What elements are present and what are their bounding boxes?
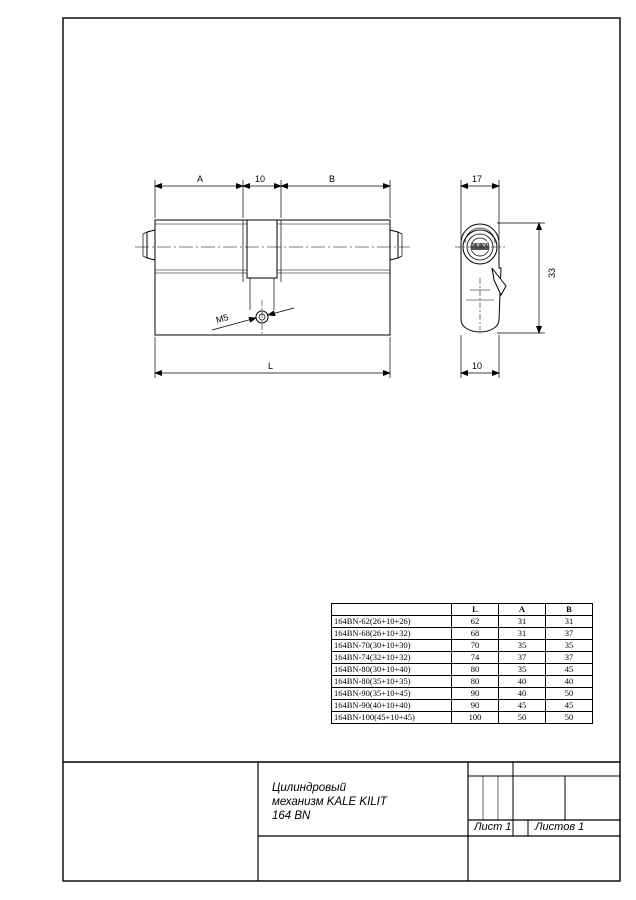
title-line-2: механизм KALE KILIT <box>272 796 387 808</box>
table-cell: 90 <box>452 700 499 712</box>
sheet-number-label: Лист 1 <box>474 821 512 833</box>
dim-l-label: L <box>268 361 274 371</box>
table-cell: 31 <box>499 628 546 640</box>
table-row <box>332 712 593 724</box>
table-cell: 74 <box>452 652 499 664</box>
table-cell: 50 <box>546 712 593 724</box>
table-cell: 164BN-74(32+10+32) <box>332 652 452 664</box>
table-cell: 100 <box>452 712 499 724</box>
table-cell: 40 <box>499 676 546 688</box>
table-cell: 80 <box>452 664 499 676</box>
table-row <box>332 640 593 652</box>
cylinder-end-view <box>455 224 506 332</box>
table-cell: 37 <box>546 652 593 664</box>
table-cell: 40 <box>499 688 546 700</box>
table-header-cell: A <box>499 604 546 616</box>
table-row <box>332 700 593 712</box>
table-cell: 164BN-70(30+10+30) <box>332 640 452 652</box>
dim-10-top-label: 10 <box>255 174 266 184</box>
dim-33-label: 33 <box>547 267 557 278</box>
table-header-row <box>332 604 593 616</box>
table-cell: 70 <box>452 640 499 652</box>
table-row <box>332 628 593 640</box>
dim-b-label: B <box>329 174 336 184</box>
table-cell: 31 <box>499 616 546 628</box>
sheets-count-label: Листов 1 <box>535 821 585 833</box>
dim-17-label: 17 <box>472 174 483 184</box>
table-row <box>332 652 593 664</box>
table-cell: 164BN-90(35+10+45) <box>332 688 452 700</box>
table-cell: 40 <box>546 676 593 688</box>
table-row <box>332 616 593 628</box>
table-cell: 31 <box>546 616 593 628</box>
table-cell: 62 <box>452 616 499 628</box>
table-header-cell: L <box>452 604 499 616</box>
table-cell: 80 <box>452 676 499 688</box>
table-cell: 35 <box>499 664 546 676</box>
table-cell: 35 <box>499 640 546 652</box>
table-cell: 35 <box>546 640 593 652</box>
table-cell: 50 <box>546 688 593 700</box>
table-cell: 37 <box>546 628 593 640</box>
table-cell: 37 <box>499 652 546 664</box>
dim-10-bottom-label: 10 <box>472 361 483 371</box>
table-header-cell: B <box>546 604 593 616</box>
table-cell: 164BN-100(45+10+45) <box>332 712 452 724</box>
table-cell: 45 <box>499 700 546 712</box>
side-view-dimensions <box>155 180 390 378</box>
dim-m5-label: M5 <box>214 312 230 326</box>
table-row <box>332 664 593 676</box>
table-cell: 164BN-90(40+10+40) <box>332 700 452 712</box>
title-line-3: 164 BN <box>272 810 311 822</box>
dim-a-label: A <box>197 174 204 184</box>
table-cell: 164BN-80(35+10+35) <box>332 676 452 688</box>
table-cell: 45 <box>546 664 593 676</box>
table-header-cell <box>332 604 452 616</box>
end-view-dimensions <box>461 180 545 378</box>
sheet-frame <box>63 18 620 881</box>
table-cell: 90 <box>452 688 499 700</box>
table-cell: 50 <box>499 712 546 724</box>
table-cell: 68 <box>452 628 499 640</box>
table-cell: 164BN-62(26+10+26) <box>332 616 452 628</box>
table-cell: 45 <box>546 700 593 712</box>
table-row <box>332 676 593 688</box>
table-cell: 164BN-80(30+10+40) <box>332 664 452 676</box>
title-line-1: Цилиндровый <box>272 782 346 794</box>
table-row <box>332 688 593 700</box>
spec-table <box>331 603 593 724</box>
drawing-title <box>272 781 387 823</box>
cylinder-side-view <box>135 220 410 335</box>
table-cell: 164BN-68(26+10+32) <box>332 628 452 640</box>
